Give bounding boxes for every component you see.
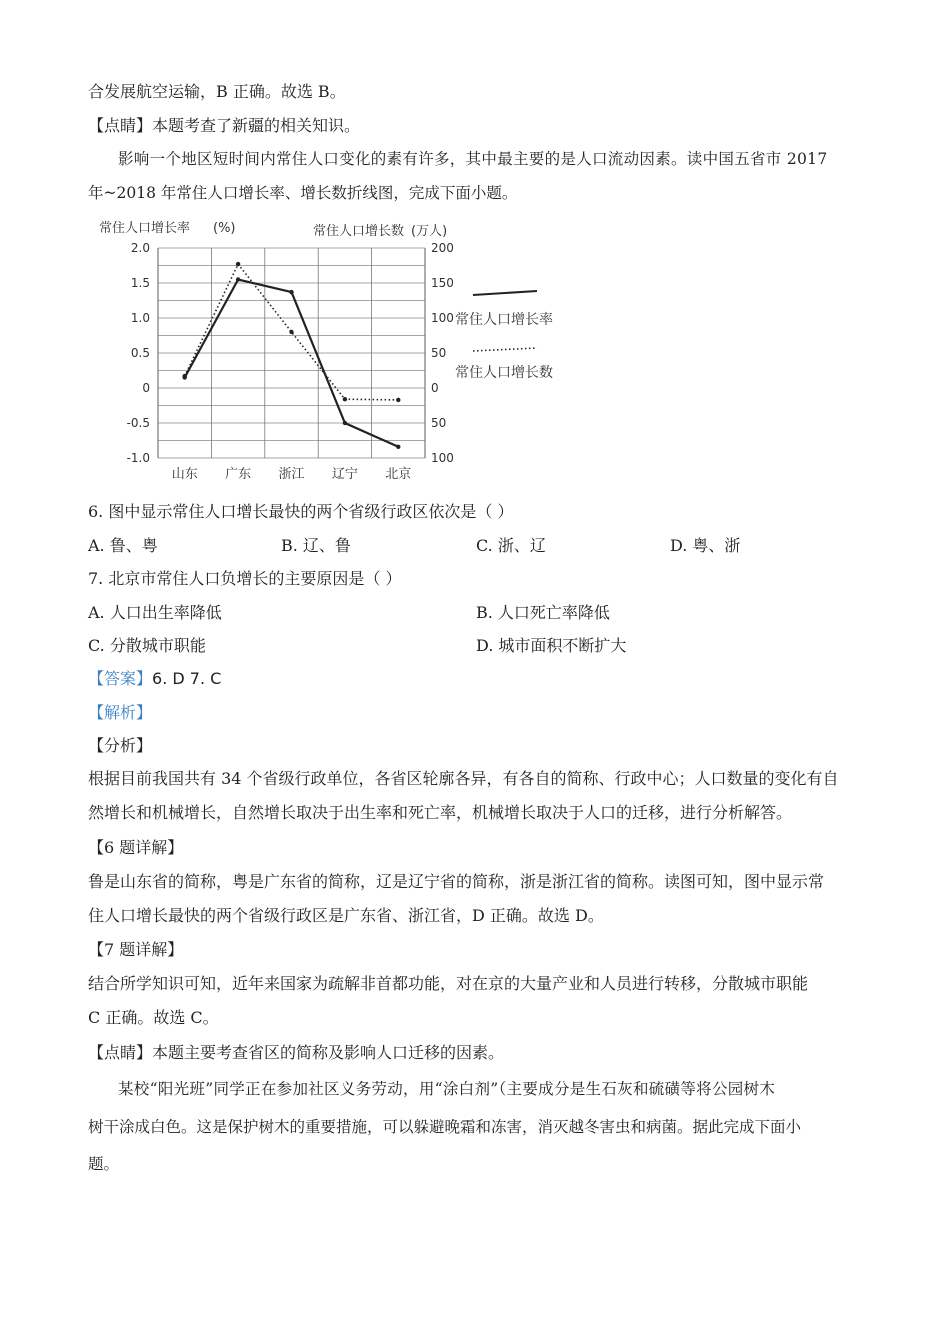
passage-line-1: 某校“阳光班”同学正在参加社区义务劳动，用“涂白剂”（主要成分是生石灰和硫磺等将公园树木 — [118, 1080, 776, 1098]
tip-line: 【点睛】本题考查了新疆的相关知识。 — [88, 116, 361, 135]
data-point — [289, 330, 293, 334]
data-point — [343, 421, 347, 425]
tip-line-2: 【点睛】本题主要考查省区的简称及影响人口迁移的因素。 — [88, 1043, 505, 1062]
left-tick-label: 1.0 — [130, 311, 150, 325]
q6-option-a: A. 鲁、粤 — [88, 536, 158, 555]
left-tick-label: -0.5 — [126, 416, 150, 430]
left-axis-title: 常住人口增长率 — [99, 221, 191, 236]
q6-option-c: C. 浙、辽 — [476, 536, 546, 555]
q7-option-d: D. 城市面积不断扩大 — [476, 636, 627, 655]
fenxi-label: 【分析】 — [88, 736, 153, 755]
category-label: 广东 — [225, 467, 252, 482]
right-tick-label: 100 — [431, 451, 454, 465]
right-tick-label: 100 — [431, 311, 454, 325]
q7-detail-1: 结合所学知识可知，近年来国家为疏解非首都功能，对在京的大量产业和人员进行转移，分散城市职能 — [88, 974, 809, 993]
data-point — [236, 277, 240, 281]
right-tick-label: 200 — [431, 241, 454, 255]
left-tick-label: -1.0 — [126, 451, 150, 465]
q6-detail-2: 住人口增长最快的两个省级行政区是广东省、浙江省，D 正确。故选 D。 — [88, 906, 604, 925]
right-axis-unit: (万人) — [411, 224, 448, 239]
left-axis-unit: (%) — [213, 221, 236, 236]
intro-line-2: 年~2018 年常住人口增长率、增长数折线图，完成下面小题。 — [88, 184, 518, 202]
right-tick-label: 150 — [431, 276, 454, 290]
passage-line-2: 树干涂成白色。这是保护树木的重要措施，可以躲避晚霜和冻害，消灭越冬害虫和病菌。据此完成下面小 — [88, 1118, 802, 1136]
q6-detail-label: 【6 题详解】 — [88, 838, 184, 857]
answer-line — [88, 671, 221, 687]
data-point — [289, 290, 293, 294]
text-line: 合发展航空运输，B 正确。故选 B。 — [88, 82, 346, 101]
category-label: 辽宁 — [331, 467, 358, 482]
q7-option-c: C. 分散城市职能 — [88, 636, 206, 655]
left-tick-label: 2.0 — [130, 241, 150, 255]
series-line — [185, 280, 399, 447]
left-tick-label: 1.5 — [130, 276, 150, 290]
fenxi-paragraph-1: 根据目前我国共有 34 个省级行政单位，各省区轮廓各异，有各自的简称、行政中心；人口数量的变化有自 — [88, 769, 839, 788]
legend-dotted-swatch — [473, 348, 537, 351]
legend-dotted-label: 常住人口增长数 — [455, 365, 553, 381]
right-tick-label: 50 — [431, 346, 447, 360]
answer-label: 【答案】 — [88, 669, 153, 688]
analysis-label: 【解析】 — [88, 703, 153, 722]
data-point — [396, 445, 400, 449]
data-point — [236, 262, 240, 266]
q6-option-d: D. 粤、浙 — [670, 536, 741, 555]
intro-line-1: 影响一个地区短时间内常住人口变化的素有许多，其中最主要的是人口流动因素。读中国五省市 2017 — [118, 150, 828, 168]
data-point — [183, 374, 187, 378]
question-6-stem: 6. 图中显示常住人口增长最快的两个省级行政区依次是（ ） — [88, 502, 514, 521]
q7-detail-label: 【7 题详解】 — [88, 940, 184, 959]
population-line-chart — [95, 218, 595, 488]
passage-line-3: 题。 — [88, 1155, 120, 1173]
question-7-stem: 7. 北京市常住人口负增长的主要原因是（ ） — [88, 569, 402, 588]
left-tick-label: 0 — [142, 381, 150, 395]
data-point — [343, 397, 347, 401]
legend-solid-label: 常住人口增长率 — [455, 312, 553, 328]
q7-option-b: B. 人口死亡率降低 — [476, 603, 610, 622]
fenxi-paragraph-2: 然增长和机械增长，自然增长取决于出生率和死亡率，机械增长取决于人口的迁移，进行分析解答。 — [88, 803, 793, 822]
category-label: 北京 — [385, 467, 412, 482]
left-tick-label: 0.5 — [130, 346, 150, 360]
q6-option-b: B. 辽、鲁 — [281, 536, 351, 555]
legend-solid-swatch — [473, 291, 537, 295]
q7-detail-2: C 正确。故选 C。 — [88, 1008, 219, 1027]
data-point — [396, 398, 400, 402]
right-tick-label: 0 — [431, 381, 439, 395]
right-axis-title: 常住人口增长数 — [313, 224, 405, 239]
q6-detail-1: 鲁是山东省的简称，粤是广东省的简称，辽是辽宁省的简称，浙是浙江省的简称。读图可知，图中显示常 — [88, 872, 825, 891]
q7-option-a: A. 人口出生率降低 — [88, 603, 222, 622]
right-tick-label: 50 — [431, 416, 447, 430]
category-label: 山东 — [171, 467, 198, 482]
category-label: 浙江 — [278, 467, 305, 482]
answer-text: 6. D 7. C — [152, 669, 222, 688]
